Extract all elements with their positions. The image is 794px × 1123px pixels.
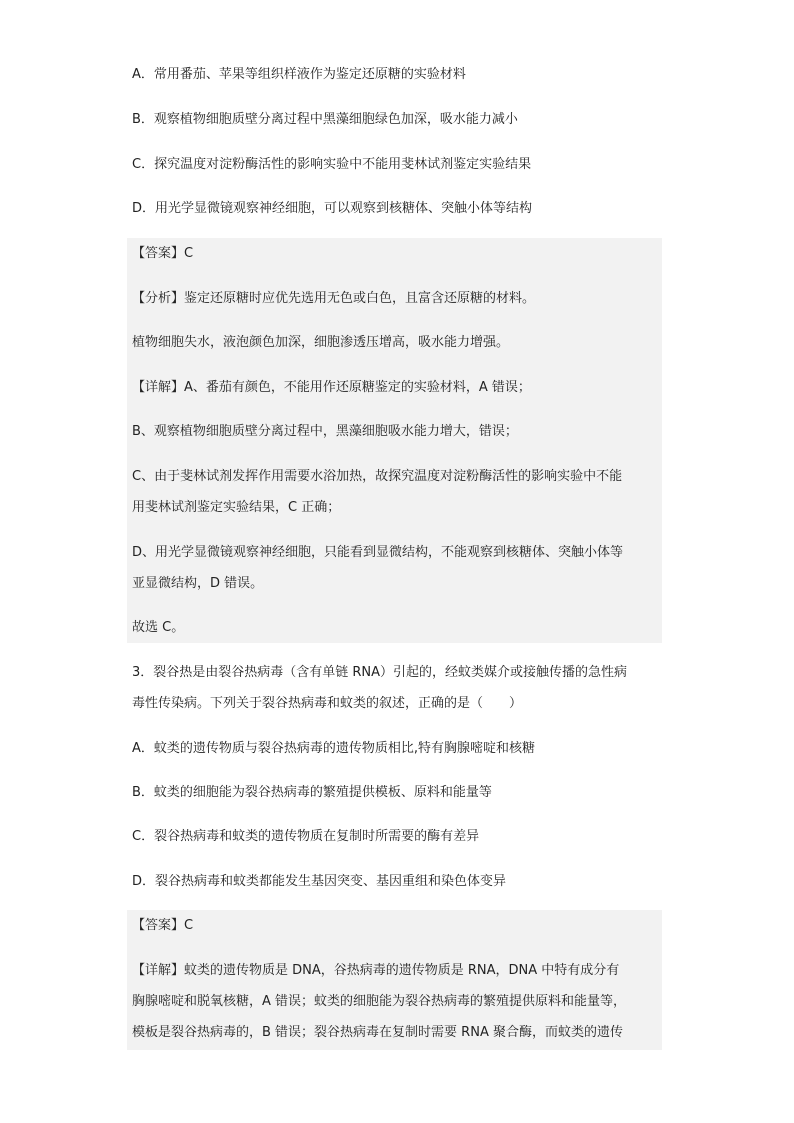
q2-option-d: D．用光学显微镜观察神经细胞，可以观察到核糖体、突触小体等结构 xyxy=(132,201,533,216)
q2-detail-line-4: 用斐林试剂鉴定实验结果，C 正确； xyxy=(132,500,341,515)
q3-option-a: A．蚊类的遗传物质与裂谷热病毒的遗传物质相比,特有胸腺嘧啶和核糖 xyxy=(132,741,536,756)
q2-analysis-line-1: 【分析】鉴定还原糖时应优先选用无色或白色，且富含还原糖的材料。 xyxy=(132,291,536,306)
q2-option-b: B．观察植物细胞质壁分离过程中黑藻细胞绿色加深，吸水能力减小 xyxy=(132,112,518,127)
q3-answer: 【答案】C xyxy=(132,918,194,933)
q2-answer: 【答案】C xyxy=(132,246,194,261)
q3-detail-line-1: 【详解】蚊类的遗传物质是 DNA，谷热病毒的遗传物质是 RNA，DNA 中特有成分有 xyxy=(132,963,620,978)
q2-detail-line-5: D、用光学显微镜观察神经细胞，只能看到显微结构，不能观察到核糖体、突触小体等 xyxy=(132,545,624,560)
q2-detail-line-2: B、观察植物细胞质壁分离过程中，黑藻细胞吸水能力增大，错误； xyxy=(132,424,518,439)
q3-stem-line-2: 毒性传染病。下列关于裂谷热病毒和蚊类的叙述，正确的是（ ） xyxy=(132,696,523,711)
q3-option-c: C．裂谷热病毒和蚊类的遗传物质在复制时所需要的酶有差异 xyxy=(132,829,480,844)
q2-conclusion: 故选 C。 xyxy=(132,620,185,635)
q2-detail-line-3: C、由于斐林试剂发挥作用需要水浴加热，故探究温度对淀粉酶活性的影响实验中不能 xyxy=(132,469,623,484)
q2-detail-line-1: 【详解】A、番茄有颜色，不能用作还原糖鉴定的实验材料，A 错误； xyxy=(132,380,531,395)
q3-option-b: B．蚊类的细胞能为裂谷热病毒的繁殖提供模板、原料和能量等 xyxy=(132,785,492,800)
q2-analysis-line-2: 植物细胞失水，液泡颜色加深，细胞渗透压增高，吸水能力增强。 xyxy=(132,335,510,350)
q2-detail-line-6: 亚显微结构，D 错误。 xyxy=(132,576,264,591)
q3-detail-line-2: 胸腺嘧啶和脱氧核糖，A 错误；蚊类的细胞能为裂谷热病毒的繁殖提供原料和能量等， xyxy=(132,994,627,1009)
q2-option-c: C．探究温度对淀粉酶活性的影响实验中不能用斐林试剂鉴定实验结果 xyxy=(132,157,532,172)
q3-detail-line-3: 模板是裂谷热病毒的，B 错误；裂谷热病毒在复制时需要 RNA 聚合酶，而蚊类的遗传 xyxy=(132,1025,623,1040)
q3-stem-line-1: 3．裂谷热是由裂谷热病毒（含有单链 RNA）引起的，经蚊类媒介或接触传播的急性病 xyxy=(132,665,628,680)
q3-option-d: D．裂谷热病毒和蚊类都能发生基因突变、基因重组和染色体变异 xyxy=(132,874,507,889)
q2-option-a: A．常用番茄、苹果等组织样液作为鉴定还原糖的实验材料 xyxy=(132,67,466,82)
